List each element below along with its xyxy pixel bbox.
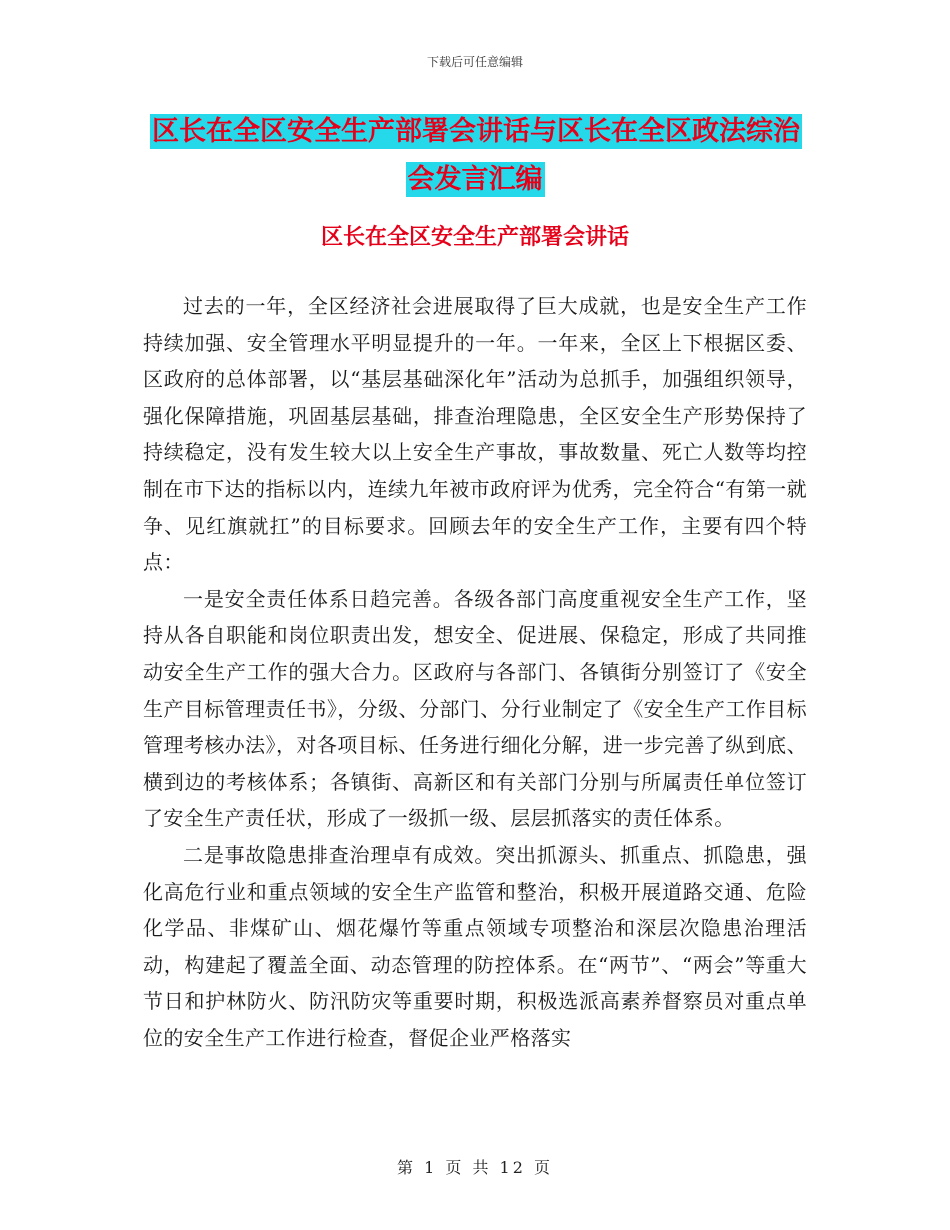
document-title — [150, 108, 800, 204]
document-body — [143, 288, 807, 1056]
page-indicator: 第 1 页 共 12 页 — [397, 1158, 553, 1177]
document-title-text: 区长在全区安全生产部署会讲话与区长在全区政法综治会发言汇编 — [152, 116, 800, 195]
header-note: 下载后可任意编辑 — [426, 55, 523, 69]
body-paragraph: 过去的一年，全区经济社会进展取得了巨大成就，也是安全生产工作持续加强、安全管理水平明显提升的一年。一年来，全区上下根据区委、区政府的总体部署，以“基层基础深化年”活动为总抓手，加强组织领导，强化保障措施，巩固基层基础，排查治理隐患，全区安全生产形势保持了持续稳定，没有发生较大以上安全生产事故，事故数量、死亡人数等均控制在市下达的指标以内，连续九年被市政府评为优秀，完全符合“有第一就争、见红旗就扛”的目标要求。回顾去年的安全生产工作，主要有四个特点： — [143, 294, 807, 575]
body-paragraph: 二是事故隐患排查治理卓有成效。突出抓源头、抓重点、抓隐患，强化高危行业和重点领域的安全生产监管和整治，积极开展道路交通、危险化学品、非煤矿山、烟花爆竹等重点领域专项整治和深层次隐患治理活动，构建起了覆盖全面、动态管理的防控体系。在“两节”、“两会”等重大节日和护林防火、防汛防灾等重要时期，积极选派高素养督察员对重点单位的安全生产工作进行检查，督促企业严格落实 — [143, 842, 807, 1050]
body-paragraph: 一是安全责任体系日趋完善。各级各部门高度重视安全生产工作，坚持从各自职能和岗位职责出发，想安全、促进展、保稳定，形成了共同推动安全生产工作的强大合力。区政府与各部门、各镇街分别签订了《安全生产目标管理责任书》，分级、分部门、分行业制定了《安全生产工作目标管理考核办法》，对各项目标、任务进行细化分解，进一步完善了纵到底、横到边的考核体系；各镇街、高新区和有关部门分别与所属责任单位签订了安全生产责任状，形成了一级抓一级、层层抓落实的责任体系。 — [143, 586, 807, 831]
section-title: 区长在全区安全生产部署会讲话 — [320, 225, 629, 250]
